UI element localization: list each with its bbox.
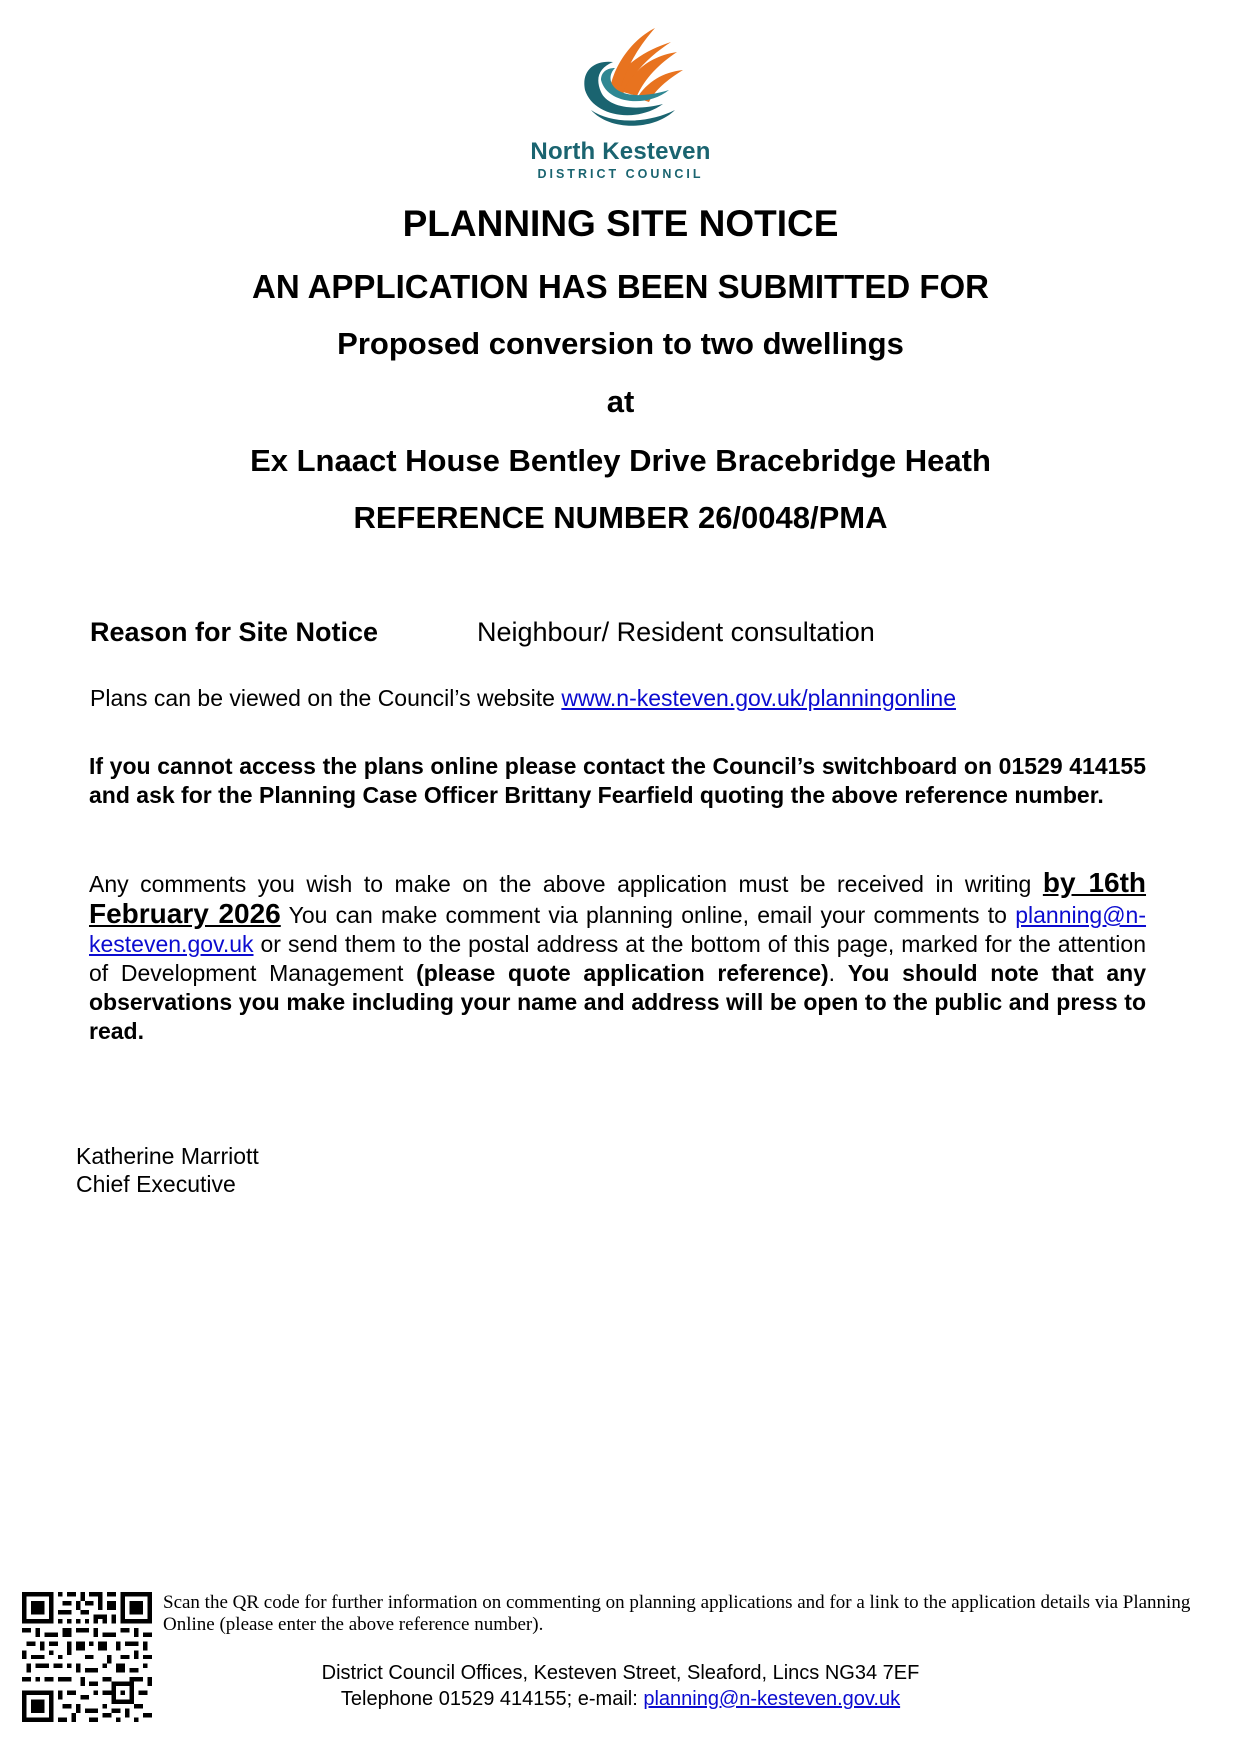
planning-email-link[interactable]: planning@n-kesteven.gov.uk (89, 902, 1147, 957)
reference-number: REFERENCE NUMBER 26/0048/PMA (353, 500, 888, 535)
plans-text: Plans can be viewed on the Council’s website (90, 685, 555, 711)
qr-note: Scan the QR code for further information on commenting on planning applications and for a link to the application details via Planning Online (please enter the above reference number). (163, 1592, 1191, 1635)
footer-email-link[interactable]: planning@n-kesteven.gov.uk (643, 1688, 901, 1710)
page-title: PLANNING SITE NOTICE (402, 203, 839, 244)
comments-intro: Any comments you wish to make on the above application must be received in writing (89, 871, 1032, 897)
proposal-description: Proposed conversion to two dwellings (337, 326, 904, 361)
comments-period: . (828, 960, 836, 986)
signoff (76, 1142, 259, 1198)
reason-value: Neighbour/ Resident consultation (477, 617, 875, 647)
footer-address: District Council Offices, Kesteven Street, Sleaford, Lincs NG34 7EF (321, 1662, 920, 1684)
org-name: North Kesteven (530, 138, 711, 165)
plans-line (90, 685, 956, 712)
comments-deadline: by 16th February 2026 (89, 867, 1147, 929)
footer-telephone: Telephone 01529 414155; e-mail: (340, 1688, 638, 1710)
public-observations-note: You should note that any observations you make including your name and address will be open to the public and press to read. (89, 960, 1147, 1044)
council-logo (0, 20, 1241, 181)
council-emblem-icon (551, 20, 691, 138)
quote-reference-note: (please quote application reference) (416, 960, 829, 986)
footer-contact (0, 1686, 1241, 1712)
signatory-name: Katherine Marriott (76, 1143, 259, 1169)
comments-after-deadline: You can make comment via planning online, email your comments to (288, 902, 1007, 928)
at-label: at (606, 384, 635, 419)
site-address: Ex Lnaact House Bentley Drive Bracebridge Heath (250, 443, 991, 478)
signatory-title: Chief Executive (76, 1171, 236, 1197)
contact-paragraph: If you cannot access the plans online please contact the Council’s switchboard on 01529 414155 and ask for the Planning Case Officer Brittany Fearfield quoting the above reference number. (89, 753, 1146, 808)
comments-after-email: or send them to the postal address at the bottom of this page, marked for the attention of Development Management (89, 931, 1147, 986)
reason-label: Reason for Site Notice (90, 617, 379, 647)
planning-online-link[interactable]: www.n-kesteven.gov.uk/planningonline (561, 685, 957, 711)
org-subtitle: DISTRICT COUNCIL (537, 167, 704, 181)
footer (0, 1660, 1241, 1712)
comments-paragraph (89, 868, 1146, 1046)
notice-subtitle: AN APPLICATION HAS BEEN SUBMITTED FOR (251, 268, 989, 305)
